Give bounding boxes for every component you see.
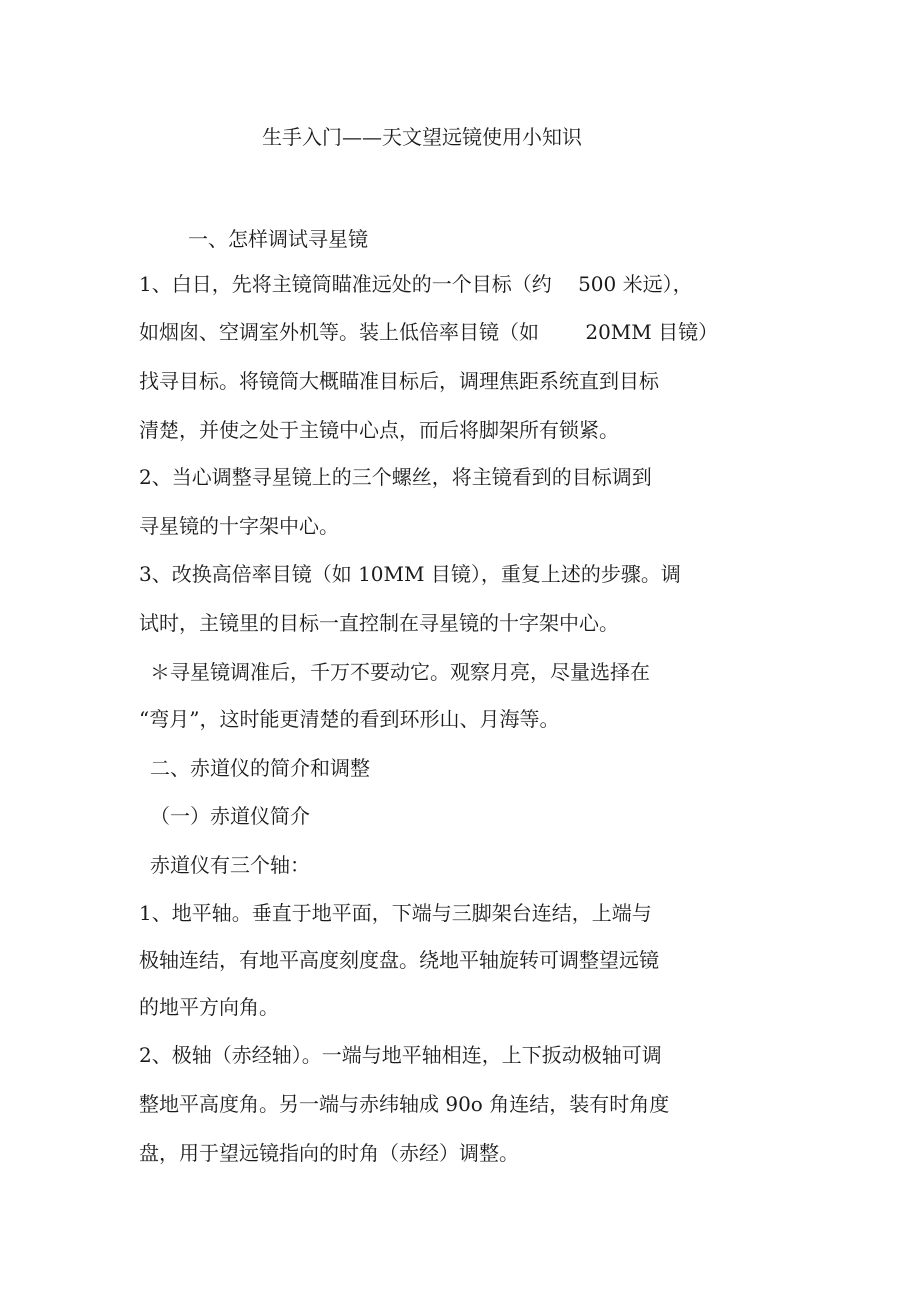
paragraph-line: 试时，主镜里的目标一直控制在寻星镜的十字架中心。 <box>139 611 619 635</box>
section-heading-2: 二、赤道仪的简介和调整 <box>150 756 370 780</box>
note-line: ＊寻星镜调准后，千万不要动它。观察月亮，尽量选择在 <box>150 660 650 684</box>
paragraph-line: 整地平高度角。另一端与赤纬轴成 90o 角连结，装有时角度 <box>139 1092 670 1116</box>
paragraph-line: 2、当心调整寻星镜上的三个螺丝，将主镜看到的目标调到 <box>139 465 652 489</box>
paragraph-line: 1、白日，先将主镜筒瞄准远处的一个目标（约 500 米远）， <box>139 272 693 296</box>
document-title: 生手入门——天文望远镜使用小知识 <box>262 125 582 149</box>
section-heading-1: 一、怎样调试寻星镜 <box>188 227 368 251</box>
paragraph-line: 清楚，并使之处于主镜中心点，而后将脚架所有锁紧。 <box>139 418 619 442</box>
paragraph-line: 寻星镜的十字架中心。 <box>139 514 339 538</box>
subsection-heading: （一）赤道仪简介 <box>150 804 310 828</box>
paragraph-line: 的地平方向角。 <box>139 995 279 1019</box>
paragraph-line: 极轴连结，有地平高度刻度盘。绕地平轴旋转可调整望远镜 <box>139 948 659 972</box>
paragraph-line: 1、地平轴。垂直于地平面，下端与三脚架台连结，上端与 <box>139 901 652 925</box>
paragraph-line: 如烟囱、空调室外机等。装上低倍率目镜（如 20MM 目镜） <box>139 320 719 344</box>
paragraph-line: 2、极轴（赤经轴）。一端与地平轴相连，上下扳动极轴可调 <box>139 1043 662 1067</box>
paragraph-line: 3、改换高倍率目镜（如 10MM 目镜），重复上述的步骤。调 <box>139 562 681 586</box>
paragraph-line: 找寻目标。将镜筒大概瞄准目标后，调理焦距系统直到目标 <box>139 369 659 393</box>
paragraph-line: 盘，用于望远镜指向的时角（赤经）调整。 <box>139 1141 519 1165</box>
paragraph-line: 赤道仪有三个轴： <box>150 853 310 877</box>
note-line: “弯月”，这时能更清楚的看到环形山、月海等。 <box>139 707 560 731</box>
